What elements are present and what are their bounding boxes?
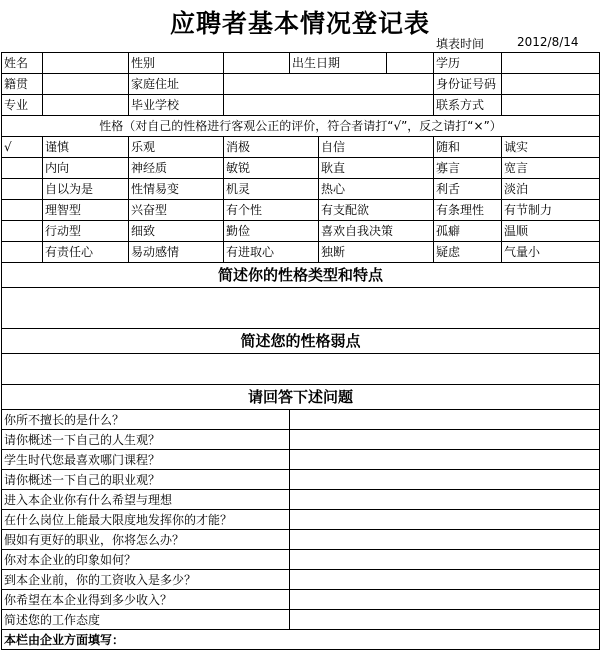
answer-field[interactable]	[290, 430, 600, 450]
trait-option: 有责任心	[43, 242, 129, 263]
section-personality-weakness: 简述您的性格弱点	[2, 329, 600, 354]
trait-option: 寡言	[434, 158, 502, 179]
trait-option: 敏锐	[224, 158, 319, 179]
trait-option: 随和	[434, 137, 502, 158]
name-field[interactable]	[43, 53, 129, 74]
education-field[interactable]	[502, 53, 600, 74]
question-text: 你对本企业的印象如何？	[2, 550, 290, 570]
trait-option: 有支配欲	[319, 200, 434, 221]
trait-option: 利舌	[434, 179, 502, 200]
address-label: 家庭住址	[129, 74, 224, 95]
date-bar	[0, 35, 600, 51]
education-label: 学历	[434, 53, 502, 74]
answer-field[interactable]	[290, 570, 600, 590]
trait-mark[interactable]	[2, 158, 43, 179]
section-questions: 请回答下述问题	[2, 385, 600, 410]
fill-time-label: 填表时间	[436, 37, 485, 51]
trait-option: 性情易变	[129, 179, 224, 200]
question-text: 请你概述一下自己的职业观？	[2, 470, 290, 490]
gender-field[interactable]	[224, 53, 290, 74]
trait-option: 消极	[224, 137, 319, 158]
trait-mark[interactable]	[2, 179, 43, 200]
fill-date-value: 2012/8/14	[517, 35, 579, 49]
name-label: 姓名	[2, 53, 43, 74]
trait-option: 乐观	[129, 137, 224, 158]
answer-field[interactable]	[290, 590, 600, 610]
trait-option: 热心	[319, 179, 434, 200]
question-text: 请你概述一下自己的人生观？	[2, 430, 290, 450]
answer-field[interactable]	[290, 610, 600, 630]
major-field[interactable]	[43, 95, 129, 116]
question-text: 假如有更好的职业，你将怎么办？	[2, 530, 290, 550]
question-text: 简述您的工作态度	[2, 610, 290, 630]
trait-option: 兴奋型	[129, 200, 224, 221]
school-label: 毕业学校	[129, 95, 224, 116]
trait-option: 谨慎	[43, 137, 129, 158]
gender-label: 性别	[129, 53, 224, 74]
trait-mark[interactable]	[2, 200, 43, 221]
question-text: 学生时代您最喜欢哪门课程？	[2, 450, 290, 470]
answer-field[interactable]	[290, 530, 600, 550]
company-section-label: 本栏由企业方面填写：	[2, 630, 600, 650]
answer-field[interactable]	[290, 410, 600, 430]
contact-label: 联系方式	[434, 95, 502, 116]
trait-option: 行动型	[43, 221, 129, 242]
answer-field[interactable]	[290, 550, 600, 570]
school-field[interactable]	[224, 95, 434, 116]
section-personality-type: 简述你的性格类型和特点	[2, 263, 600, 288]
major-label: 专业	[2, 95, 43, 116]
trait-mark[interactable]	[2, 242, 43, 263]
native-label: 籍贯	[2, 74, 43, 95]
trait-option: 孤癖	[434, 221, 502, 242]
trait-option: 喜欢自我决策	[319, 221, 434, 242]
id-label: 身份证号码	[434, 74, 502, 95]
question-text: 你希望在本企业得到多少收入？	[2, 590, 290, 610]
question-text: 你所不擅长的是什么？	[2, 410, 290, 430]
personality-weakness-answer[interactable]	[2, 354, 600, 385]
trait-option: 理智型	[43, 200, 129, 221]
trait-option: 自以为是	[43, 179, 129, 200]
trait-option: 独断	[319, 242, 434, 263]
trait-option: 机灵	[224, 179, 319, 200]
trait-option: 疑虑	[434, 242, 502, 263]
personality-type-answer[interactable]	[2, 288, 600, 329]
form-grid	[1, 52, 600, 650]
question-text: 到本企业前，你的工资收入是多少？	[2, 570, 290, 590]
personality-header: 性格（对自己的性格进行客观公正的评价，符合者请打“√”，反之请打“×”）	[2, 116, 600, 137]
trait-option: 淡泊	[502, 179, 600, 200]
question-text: 在什么岗位上能最大限度地发挥你的才能？	[2, 510, 290, 530]
form-title: 应聘者基本情况登记表	[169, 9, 430, 38]
trait-mark[interactable]: √	[2, 137, 43, 158]
trait-option: 诚实	[502, 137, 600, 158]
trait-mark[interactable]	[2, 221, 43, 242]
trait-option: 神经质	[129, 158, 224, 179]
native-field[interactable]	[43, 74, 129, 95]
address-field[interactable]	[224, 74, 434, 95]
question-text: 进入本企业你有什么希望与理想	[2, 490, 290, 510]
answer-field[interactable]	[290, 490, 600, 510]
trait-option: 气量小	[502, 242, 600, 263]
answer-field[interactable]	[290, 450, 600, 470]
trait-option: 有进取心	[224, 242, 319, 263]
answer-field[interactable]	[290, 470, 600, 490]
trait-option: 内向	[43, 158, 129, 179]
id-field[interactable]	[502, 74, 600, 95]
trait-option: 勤俭	[224, 221, 319, 242]
trait-option: 有节制力	[502, 200, 600, 221]
trait-option: 有条理性	[434, 200, 502, 221]
trait-option: 耿直	[319, 158, 434, 179]
answer-field[interactable]	[290, 510, 600, 530]
birthdate-field[interactable]	[387, 53, 434, 74]
trait-option: 自信	[319, 137, 434, 158]
trait-option: 细致	[129, 221, 224, 242]
birthdate-label: 出生日期	[290, 53, 387, 74]
trait-option: 温顺	[502, 221, 600, 242]
contact-field[interactable]	[502, 95, 600, 116]
trait-option: 易动感情	[129, 242, 224, 263]
trait-option: 宽言	[502, 158, 600, 179]
trait-option: 有个性	[224, 200, 319, 221]
